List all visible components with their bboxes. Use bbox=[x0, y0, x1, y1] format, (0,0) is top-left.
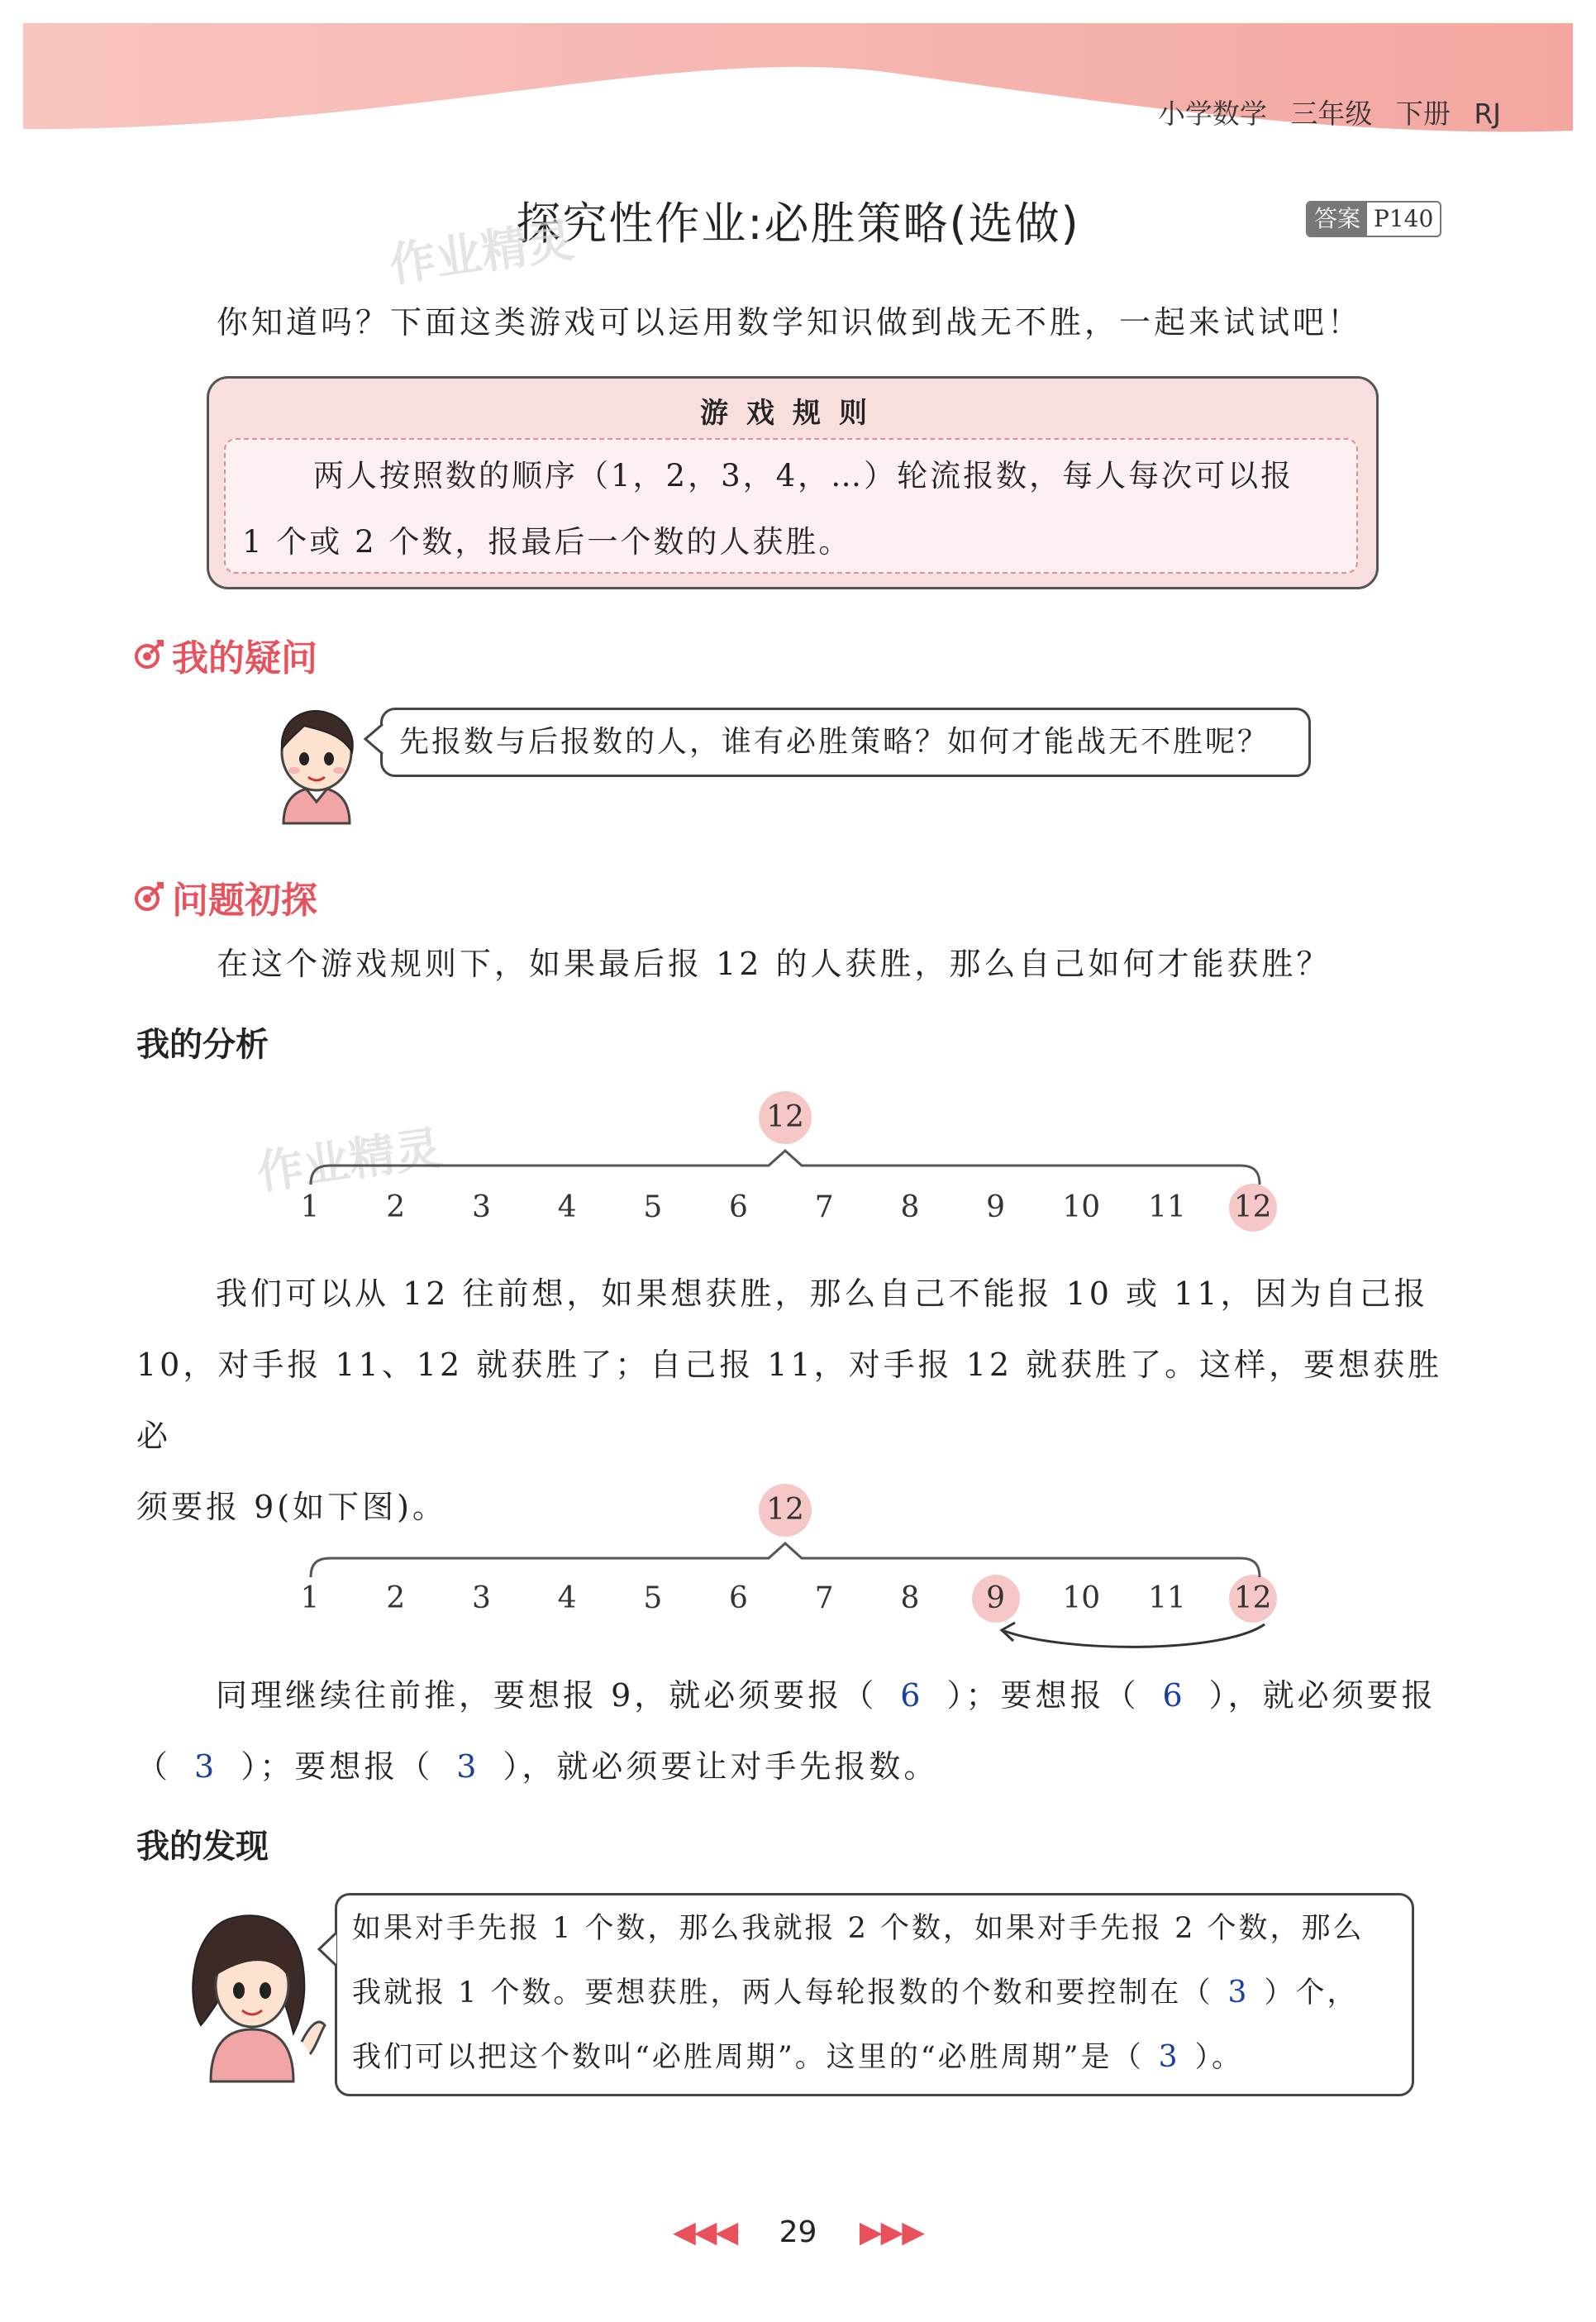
rules-line-1: 两人按照数的顺序（1，2，3，4，…）轮流报数，每人每次可以报 bbox=[313, 458, 1294, 493]
number-12: 12 bbox=[1224, 1581, 1282, 1615]
reasoning-line-2 bbox=[136, 1731, 1459, 1802]
number-4: 4 bbox=[557, 1581, 577, 1615]
answer-blank: 6 bbox=[900, 1677, 924, 1714]
header-book-info: 小学数学 三年级 下册 RJ bbox=[1157, 98, 1501, 130]
page-number: 29 bbox=[779, 2215, 817, 2249]
section-explore-title: 问题初探 bbox=[172, 880, 317, 922]
number-2: 2 bbox=[386, 1190, 406, 1224]
analysis-line-1: 我们可以从 12 往前想，如果想获胜，那么自己不能报 10 或 11，因为自己报 bbox=[216, 1275, 1429, 1312]
number-3: 3 bbox=[471, 1581, 491, 1615]
section-question-title: 我的疑问 bbox=[172, 637, 317, 679]
question-bubble-text: 先报数与后报数的人，谁有必胜策略？如何才能战无不胜呢？ bbox=[399, 725, 1270, 759]
answer-tag bbox=[1306, 201, 1441, 237]
number-line-2 bbox=[0, 1484, 1596, 1649]
answer-blank: 3 bbox=[456, 1748, 480, 1785]
question-bubble bbox=[380, 708, 1311, 777]
answer-tag-page: P140 bbox=[1374, 205, 1434, 232]
discovery-l3a: 我们可以把这个数叫“必胜周期”。这里的“必胜周期”是（ bbox=[352, 2041, 1144, 2074]
reasoning-l1b: ）；要想报（ bbox=[946, 1677, 1140, 1714]
number-10: 10 bbox=[1062, 1581, 1101, 1615]
number-9: 9 bbox=[967, 1581, 1025, 1615]
boy-avatar bbox=[263, 701, 370, 825]
problem-text: 在这个游戏规则下，如果最后报 12 的人获胜，那么自己如何才能获胜？ bbox=[217, 946, 1332, 982]
discovery-bubble bbox=[335, 1893, 1414, 2096]
numberline1-numbers bbox=[0, 1190, 1596, 1240]
analysis-title: 我的分析 bbox=[136, 1026, 269, 1064]
answer-blank: 6 bbox=[1162, 1677, 1186, 1714]
target-icon bbox=[132, 880, 165, 913]
number-6: 6 bbox=[729, 1190, 748, 1224]
discovery-l2b: ）个， bbox=[1264, 1976, 1359, 2010]
rules-line-2: 1 个或 2 个数，报最后一个数的人获胜。 bbox=[242, 524, 852, 560]
numberline2-numbers bbox=[0, 1581, 1596, 1631]
number-7: 7 bbox=[814, 1581, 834, 1615]
discovery-line-1: 如果对手先报 1 个数，那么我就报 2 个数，如果对手先报 2 个数，那么 bbox=[352, 1912, 1365, 1945]
discovery-l2a: 我就报 1 个数。要想获胜，两人每轮报数的个数和要控制在（ bbox=[352, 1976, 1213, 2010]
reasoning-l2a: （ bbox=[136, 1748, 172, 1785]
numberline1-brace bbox=[306, 1147, 1265, 1197]
number-1: 1 bbox=[300, 1581, 320, 1615]
watermark: 作业精灵 bbox=[254, 1121, 445, 1201]
target-icon bbox=[132, 638, 165, 671]
discovery-l3b: ）。 bbox=[1194, 2041, 1243, 2074]
watermark: 作业精灵 bbox=[386, 213, 578, 293]
reasoning-l2c: ），就必须要让对手先报数。 bbox=[503, 1748, 939, 1785]
prev-arrows-icon: ◀◀◀ bbox=[673, 2215, 737, 2249]
reasoning-text bbox=[136, 1660, 1459, 1802]
arrow-back-icon bbox=[992, 1616, 1281, 1657]
reasoning-l2b: ）；要想报（ bbox=[241, 1748, 434, 1785]
answer-blank: 3 bbox=[194, 1748, 218, 1785]
section-explore bbox=[132, 870, 317, 923]
number-3: 3 bbox=[471, 1190, 491, 1224]
discovery-title: 我的发现 bbox=[136, 1828, 269, 1866]
rules-box bbox=[207, 376, 1379, 589]
number-line-1 bbox=[0, 1091, 1596, 1240]
number-2: 2 bbox=[386, 1581, 406, 1615]
number-9: 9 bbox=[986, 1190, 1006, 1224]
reasoning-l1c: ），就必须要报 bbox=[1208, 1677, 1436, 1714]
rules-inner bbox=[224, 438, 1358, 574]
analysis-line-3: 须要报 9(如下图)。 bbox=[136, 1489, 447, 1525]
number-6: 6 bbox=[729, 1581, 748, 1615]
girl-avatar bbox=[178, 1901, 335, 2083]
page-footer bbox=[0, 2215, 1596, 2249]
bubble-tail bbox=[364, 724, 385, 754]
numberline2-top-label: 12 bbox=[759, 1484, 812, 1537]
answer-blank: 3 bbox=[1158, 2040, 1180, 2074]
number-1: 1 bbox=[300, 1190, 320, 1224]
next-arrows-icon: ▶▶▶ bbox=[859, 2215, 923, 2249]
answer-tag-label: 答案 bbox=[1308, 203, 1367, 236]
number-11: 11 bbox=[1148, 1190, 1186, 1224]
answer-blank: 3 bbox=[1227, 1976, 1250, 2010]
number-12: 12 bbox=[1224, 1190, 1282, 1224]
discovery-line-3 bbox=[352, 2025, 1402, 2090]
number-8: 8 bbox=[900, 1581, 920, 1615]
reasoning-l1a: 同理继续往前推，要想报 9，就必须要报（ bbox=[216, 1677, 878, 1714]
number-11: 11 bbox=[1148, 1581, 1186, 1615]
number-4: 4 bbox=[557, 1190, 577, 1224]
number-7: 7 bbox=[814, 1190, 834, 1224]
rules-text bbox=[242, 443, 1341, 575]
number-5: 5 bbox=[643, 1190, 663, 1224]
discovery-text bbox=[352, 1897, 1402, 2090]
section-question bbox=[132, 628, 317, 681]
number-8: 8 bbox=[900, 1190, 920, 1224]
analysis-line-2: 10，对手报 11、12 就获胜了；自己报 11，对手报 12 就获胜了。这样，要想获胜必 bbox=[136, 1347, 1443, 1454]
number-10: 10 bbox=[1062, 1190, 1101, 1224]
bubble-tail bbox=[317, 1933, 339, 1966]
number-5: 5 bbox=[643, 1581, 663, 1615]
discovery-line-2 bbox=[352, 1961, 1402, 2025]
reasoning-line-1 bbox=[136, 1660, 1459, 1731]
intro-text: 你知道吗？下面这类游戏可以运用数学知识做到战无不胜，一起来试试吧！ bbox=[217, 304, 1363, 341]
rules-title: 游戏规则 bbox=[700, 397, 885, 430]
page-title: 探究性作业:必胜策略(选做) bbox=[516, 198, 1080, 250]
numberline1-top-label: 12 bbox=[759, 1091, 812, 1144]
